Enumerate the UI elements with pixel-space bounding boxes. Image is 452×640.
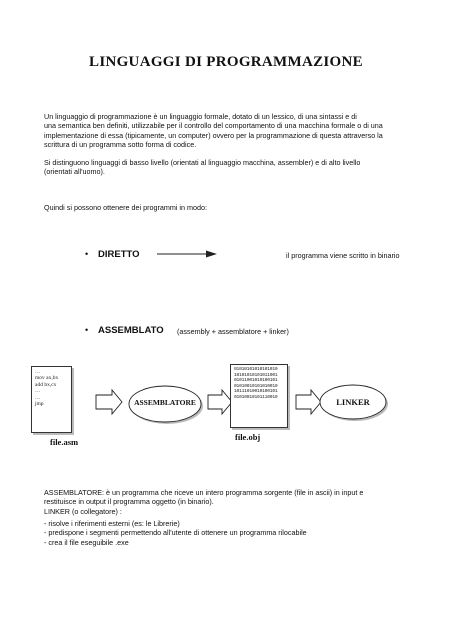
obj-line: 10101010101011001 <box>234 372 278 378</box>
bullet-assemblato-label: ASSEMBLATO <box>98 325 164 336</box>
assembler-label: ASSEMBLATORE <box>134 398 196 407</box>
intro-line: una semantica ben definiti, utilizzabile per il controllo del comportamento di una macchina formale o di una <box>44 121 383 131</box>
intro-line: Un linguaggio di programmazione è un linguaggio formale, dotato di un lessico, di una sintassi e di <box>44 112 357 121</box>
block-arrow-icon <box>208 390 232 414</box>
asm-line: jmp <box>35 401 44 408</box>
asm-line: add bx,cx <box>35 381 57 388</box>
linker-label: LINKER <box>336 397 370 407</box>
list-item: - predispone i segmenti permettendo all'utente di ottenere un programma rilocabile <box>44 528 307 538</box>
definition-line: ASSEMBLATORE: è un programma che riceve un intero programma sorgente (file in ascii) in input e <box>44 488 364 497</box>
intro-line: implementazione di essa (tipicamente, un computer) ovvero per la programmazione di questa attraverso la <box>44 130 383 140</box>
asm-line: … <box>35 369 41 375</box>
linker-heading: LINKER (o collegatore) : <box>44 506 122 516</box>
asm-line: … <box>35 394 41 401</box>
levels-paragraph <box>44 158 414 177</box>
arrow-right-icon <box>156 249 218 259</box>
obj-file-caption: file.obj <box>235 432 261 442</box>
intro-line: scrittura di un programma sotto forma di codice. <box>44 140 197 150</box>
bullet-dot: • <box>85 325 89 335</box>
linker-list <box>44 519 414 547</box>
obj-line: 10111010010100101 <box>234 389 278 395</box>
block-arrow-icon <box>96 390 122 414</box>
assembler-definition <box>44 488 414 516</box>
asm-line: mov ax,bx <box>35 375 59 382</box>
intro-paragraph <box>44 112 414 150</box>
obj-file-box <box>230 364 288 428</box>
levels-line: (orientati all'uomo). <box>44 167 105 177</box>
modes-intro: Quindi si possono ottenere dei programmi in modo: <box>44 203 208 212</box>
block-arrow-icon <box>296 390 321 414</box>
obj-line: 01010010101110010 <box>234 394 278 400</box>
obj-line: 01010010101010010 <box>234 383 278 389</box>
asm-file-caption: file.asm <box>50 437 79 447</box>
bullet-diretto-label: DIRETTO <box>98 249 140 260</box>
list-item: - risolve i riferimenti esterni (es: le Librerie) <box>44 519 180 528</box>
list-item: - crea il file eseguibile .exe <box>44 537 129 547</box>
page-title: LINGUAGGI DI PROGRAMMAZIONE <box>89 54 363 70</box>
bullet-dot: • <box>85 249 89 259</box>
definition-line: restituisce in output il programma oggetto (in binario). <box>44 497 214 507</box>
asm-line: … <box>35 388 41 395</box>
bullet-diretto-note: il programma viene scritto in binario <box>286 251 400 260</box>
levels-line: Si distinguono linguaggi di basso livello (orientati al linguaggio macchina, assembler) e di alto livello <box>44 158 361 167</box>
bullet-assemblato-note: (assembly + assemblatore + linker) <box>177 327 289 336</box>
obj-line: 01010101010101010 <box>234 367 278 372</box>
obj-line: 01011001010100101 <box>234 378 278 384</box>
